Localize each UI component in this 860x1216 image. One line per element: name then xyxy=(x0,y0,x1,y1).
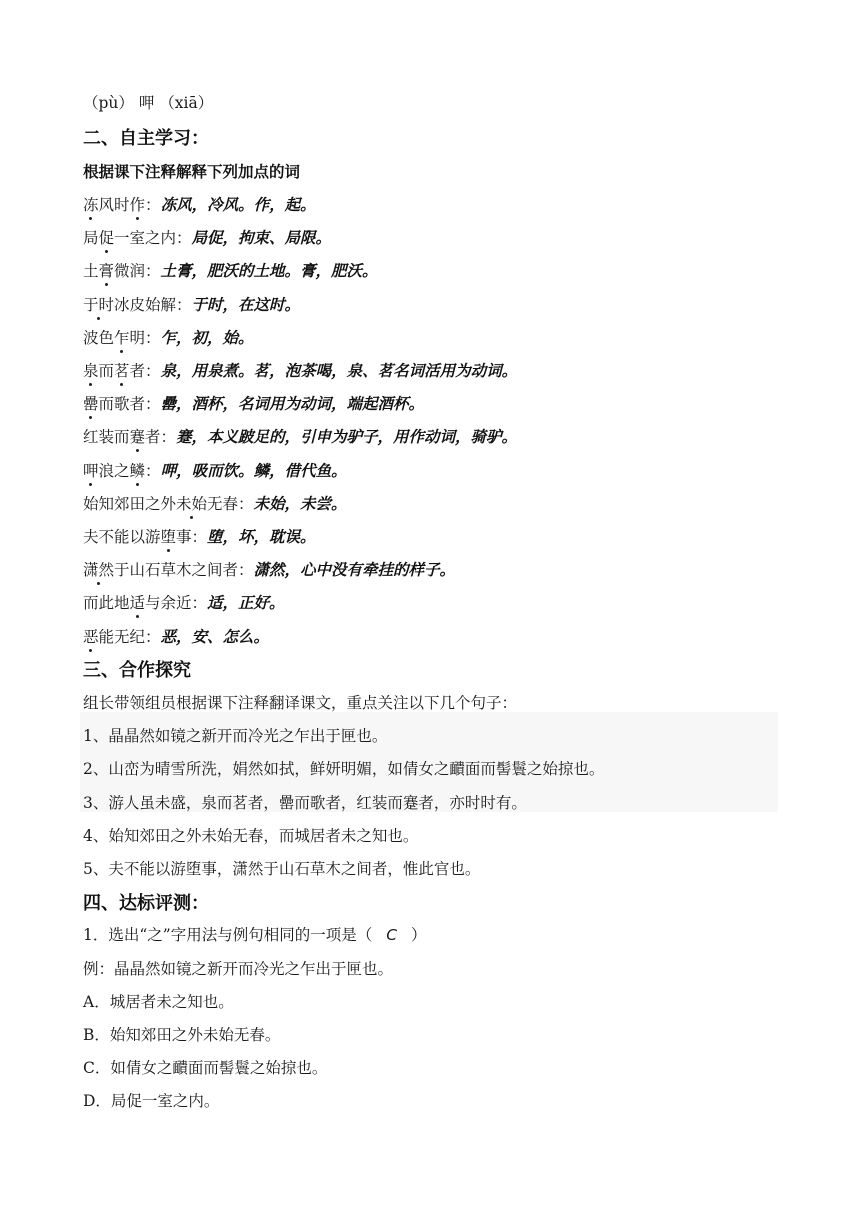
term-text: 风时 xyxy=(98,196,130,214)
term-text: 微润： xyxy=(114,262,161,281)
vocab-item xyxy=(83,392,424,414)
vocab-item xyxy=(83,625,269,647)
vocab-item xyxy=(83,326,254,348)
vocab-item xyxy=(83,193,316,215)
term-answer: 土膏，肥沃的土地。膏，肥沃。 xyxy=(160,262,378,281)
term-text: 而歌者： xyxy=(98,395,161,414)
question-1-text: 1．选出“之”字用法与例句相同的一项是（ xyxy=(83,926,373,944)
term-dotted-word: 促 xyxy=(98,229,115,248)
vocab-item xyxy=(83,459,347,481)
term-text: 事： xyxy=(176,528,208,546)
term-answer: 于时，在这时。 xyxy=(191,295,301,314)
term-text: 者： xyxy=(145,428,177,447)
term-text: ： xyxy=(145,196,161,214)
term-dotted-word: 恶 xyxy=(83,627,99,646)
term-text: 与余近： xyxy=(145,594,208,613)
section-2-title: 二、自主学习： xyxy=(83,128,209,149)
term-answer: 局促，拘束、局限。 xyxy=(191,229,332,248)
option-c: C．如倩女之靧面而髻鬟之始掠也。 xyxy=(83,1059,328,1077)
question-1-example: 例：晶晶然如镜之新开而冷光之乍出于匣也。 xyxy=(83,960,394,978)
term-text: 者： xyxy=(129,362,161,380)
term-answer: 泉，用泉煮。茗，泡茶喝，泉、茗名词活用为动词。 xyxy=(160,362,518,380)
question-1-answer: C xyxy=(386,926,398,944)
term-answer: 堕，坏，耽误。 xyxy=(207,528,316,546)
term-answer: 罍，酒杯，名词用为动词，端起酒杯。 xyxy=(160,395,425,414)
question-1-close: ） xyxy=(411,926,427,944)
term-dotted-word: 潇然 xyxy=(83,561,115,580)
pinyin-line: （pù） 呷 （xiā） xyxy=(83,94,214,112)
term-dotted-word: 鳞 xyxy=(129,461,146,480)
vocab-item xyxy=(83,558,455,580)
term-answer: 蹇，本义跛足的，引申为驴子，用作动词，骑驴。 xyxy=(176,428,518,447)
term-text: 土 xyxy=(83,262,99,281)
section-3-title: 三、合作探究 xyxy=(83,660,191,681)
section-2-subtitle: 根据课下注释解释下列加点的词 xyxy=(83,163,301,181)
vocab-item xyxy=(83,293,300,315)
term-text: 而 xyxy=(98,362,115,380)
term-text: 明： xyxy=(129,328,161,347)
term-answer: 冻风，冷风。作，起。 xyxy=(160,196,316,214)
term-dotted-word: 膏 xyxy=(98,262,115,281)
term-text: 始知郊田之外 xyxy=(83,494,177,513)
vocab-item xyxy=(83,492,347,514)
sentence-5: 5、夫不能以游堕事，潇然于山石草木之间者，惟此官也。 xyxy=(83,860,481,878)
term-text: 于山石草木之间者： xyxy=(114,561,254,580)
term-text: 浪之 xyxy=(98,461,130,480)
term-answer: 潇然，心中没有牵挂的样子。 xyxy=(253,561,456,580)
term-dotted-word: 呷 xyxy=(83,461,99,480)
option-d: D．局促一室之内。 xyxy=(83,1092,220,1110)
term-answer: 呷，吸而饮。鳞，借代鱼。 xyxy=(160,461,347,480)
term-text: 波色 xyxy=(83,328,115,347)
term-text: 一室之内： xyxy=(114,229,192,248)
term-dotted-word: 适 xyxy=(129,594,146,613)
section-4-title: 四、达标评测： xyxy=(83,893,209,914)
option-b: B．始知郊田之外未始无春。 xyxy=(83,1026,281,1044)
term-dotted-word: 冻 xyxy=(83,196,99,214)
term-dotted-word: 未始 xyxy=(176,494,208,513)
term-text: 能无纪： xyxy=(98,627,161,646)
term-answer: 恶，安、怎么。 xyxy=(160,627,270,646)
term-dotted-word: 作 xyxy=(129,196,146,214)
vocab-item xyxy=(83,226,331,248)
vocab-item xyxy=(83,425,517,447)
term-dotted-word: 蹇 xyxy=(129,428,146,447)
term-dotted-word: 泉 xyxy=(83,362,99,380)
option-a: A．城居者未之知也。 xyxy=(83,993,234,1011)
term-dotted-word: 乍 xyxy=(114,328,130,347)
sentence-1: 1、晶晶然如镜之新开而冷光之乍出于匣也。 xyxy=(83,727,388,745)
section-3-intro: 组长带领组员根据课下注释翻译课文，重点关注以下几个句子： xyxy=(83,694,518,712)
vocab-item xyxy=(83,525,316,547)
term-text: ： xyxy=(145,461,161,480)
term-text: 而此地 xyxy=(83,594,130,613)
term-text: 冰皮始解： xyxy=(114,295,192,314)
term-text: 局 xyxy=(83,229,99,248)
vocab-item xyxy=(83,591,285,613)
question-1 xyxy=(83,923,427,945)
vocab-item xyxy=(83,259,378,281)
term-dotted-word: 堕 xyxy=(160,528,177,546)
term-answer: 适，正好。 xyxy=(207,594,285,613)
vocab-item xyxy=(83,359,517,381)
term-dotted-word: 罍 xyxy=(83,395,99,414)
term-answer: 乍，初，始。 xyxy=(160,328,254,347)
term-text: 红装而 xyxy=(83,428,130,447)
term-text: 夫不能以游 xyxy=(83,528,161,546)
term-dotted-word: 于时 xyxy=(83,295,115,314)
term-answer: 未始，未尝。 xyxy=(253,494,347,513)
sentence-4: 4、始知郊田之外未始无春，而城居者未之知也。 xyxy=(83,827,419,845)
sentence-3: 3、游人虽未盛，泉而茗者，罍而歌者，红装而蹇者，亦时时有。 xyxy=(83,794,527,812)
term-dotted-word: 茗 xyxy=(114,362,130,380)
sentence-2: 2、山峦为晴雪所洗，娟然如拭，鲜妍明媚，如倩女之靧面而髻鬟之始掠也。 xyxy=(83,760,605,778)
term-text: 无春： xyxy=(207,494,254,513)
